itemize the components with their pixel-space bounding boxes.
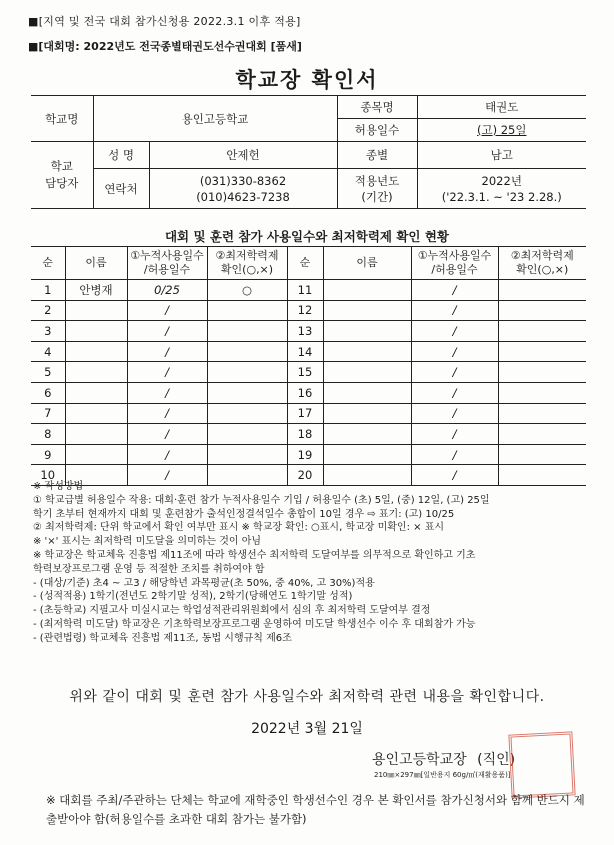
year-label-2: (기간) <box>361 189 393 204</box>
table-row <box>31 382 586 403</box>
cell-no: 15 <box>287 362 323 383</box>
cell-name: 안병재 <box>65 280 127 301</box>
phone-1: (031)330-8362 <box>199 173 287 188</box>
note-line: ① 학교급별 허용일수 작용: 대회·훈련 참가 누적사용일수 기입 / 허용일수 (초) 5일, (중) 12일, (고) 25일 <box>33 494 490 506</box>
cell-check <box>207 362 287 383</box>
participation-heading: 대회 및 훈련 참가 사용일수와 최저학력제 확인 현황 <box>164 229 450 244</box>
cell-name <box>323 300 411 321</box>
cell-name <box>323 403 411 424</box>
cell-check <box>498 341 586 362</box>
cell-no: 1 <box>31 280 65 301</box>
cell-check <box>498 300 586 321</box>
cell-days: / <box>127 403 207 424</box>
cell-days: / <box>127 321 207 342</box>
cell-name <box>323 382 411 403</box>
col-min-line-2: 확인(○,×) <box>220 263 274 276</box>
year-value-2: ('22.3.1. ~ '23 2.28.) <box>441 189 562 204</box>
cell-no: 20 <box>287 465 323 486</box>
note-line: ② 최저학력제: 단위 학교에서 확인 여부만 표시 ※ 학교장 확인: ○표시, 학교장 미확인: × 표시 <box>33 522 445 534</box>
note-line: - (초등학교) 지필고사 미실시교는 학업성적관리위원회에서 심의 후 최저학력 도달여부 결정 <box>33 605 431 617</box>
col-min <box>207 247 287 280</box>
cell-check <box>498 321 586 342</box>
cell-no: 8 <box>31 424 65 445</box>
cell-check <box>498 403 586 424</box>
name-value: 안제헌 <box>149 142 337 169</box>
cell-days: / <box>127 300 207 321</box>
table-row <box>31 300 586 321</box>
principal-name: 용인고등학교장 <box>372 752 467 768</box>
cell-days: / <box>411 424 498 445</box>
page-title: 학교장 확인서 <box>235 68 379 92</box>
col-name: 이름 <box>65 247 127 280</box>
year-value <box>417 169 586 209</box>
note-line: - (관련법령) 학교체육 진흥법 제11조, 동법 시행규칙 제6조 <box>33 632 292 644</box>
cell-name <box>323 362 411 383</box>
cell-days: / <box>411 321 498 342</box>
writing-instructions <box>33 480 593 646</box>
note-line: - (대상/기준) 초4 ~ 고3 / 해당학년 과목평균(초 50%, 중 40%, 고 30%)적용 <box>33 577 375 589</box>
cell-check <box>498 444 586 465</box>
cell-no: 18 <box>287 424 323 445</box>
school-value: 용인고등학교 <box>93 96 337 142</box>
col-no: 순 <box>31 247 65 280</box>
note-line: ※ '×' 표시는 최저학력 미도달을 의미하는 것이 아님 <box>33 536 262 548</box>
cell-name <box>65 362 127 383</box>
table-row <box>31 321 586 342</box>
phone-2: (010)4623-7238 <box>196 189 290 204</box>
cell-name <box>65 321 127 342</box>
table-row <box>31 444 586 465</box>
event-value: 태권도 <box>417 96 586 119</box>
cell-days: / <box>127 341 207 362</box>
cell-days: / <box>411 382 498 403</box>
year-label <box>337 169 417 209</box>
cell-no: 14 <box>287 341 323 362</box>
cell-days: 0/25 <box>127 280 207 301</box>
cell-check <box>498 424 586 445</box>
cell-name <box>65 444 127 465</box>
col-min-right-line-1: ②최저학력제 <box>510 249 574 262</box>
cell-no: 16 <box>287 382 323 403</box>
paper-spec: 210㎜×297㎜[일반용지 60g/㎡(재활용품)] <box>374 771 511 779</box>
cell-days: / <box>411 341 498 362</box>
table-row <box>31 424 586 445</box>
cell-check <box>498 362 586 383</box>
cell-days: / <box>411 465 498 486</box>
cell-name <box>323 280 411 301</box>
cell-no: 10 <box>31 465 65 486</box>
school-label: 학교명 <box>31 96 93 142</box>
contact-label: 연락처 <box>93 169 149 209</box>
note-line: - (최저학력 미도달) 학교장은 기초학력보장프로그램 운영하여 미도달 학생선수 이수 후 대회참가 가능 <box>33 618 476 630</box>
cell-days: / <box>127 444 207 465</box>
col-days-right-line-1: ①누적사용일수 <box>417 249 492 262</box>
cell-check <box>207 424 287 445</box>
note-line: - (성적적용) 1학기(전년도 2학기말 성적), 2학기(당해연도 1학기말 성적) <box>33 591 353 603</box>
cell-check <box>207 321 287 342</box>
note-line: 학력보장프로그램 운영 등 적절한 조치를 취하여야 함 <box>33 563 265 575</box>
col-days <box>127 247 207 280</box>
cell-name <box>65 341 127 362</box>
cell-days: / <box>411 362 498 383</box>
cell-no: 13 <box>287 321 323 342</box>
allowed-days-value: (고) 25일 <box>417 119 586 142</box>
table-row <box>31 362 586 383</box>
year-label-1: 적용년도 <box>354 173 400 188</box>
cell-name <box>323 424 411 445</box>
school-seal-stamp <box>508 731 575 798</box>
cell-check: ○ <box>207 280 287 301</box>
cell-no: 6 <box>31 382 65 403</box>
cell-days: / <box>127 362 207 383</box>
cell-check <box>207 300 287 321</box>
cell-no: 4 <box>31 341 65 362</box>
col-days-right-line-2: /허용일수 <box>431 263 478 276</box>
bottom-notice: ※ 대회를 주최/주관하는 단체는 학교에 재학중인 학생선수인 경우 본 확인서를 참가신청서와 함께 반드시 제출받아야 함(허용일수를 초과한 대회 참가는 불가함) <box>46 793 585 826</box>
table-row <box>31 403 586 424</box>
cell-name <box>323 444 411 465</box>
cell-no: 11 <box>287 280 323 301</box>
principal-signature <box>372 749 515 769</box>
col-days-line-2: /허용일수 <box>143 263 191 276</box>
cell-days: / <box>127 424 207 445</box>
col-min-line-1: ②최저학력제 <box>215 249 279 262</box>
cell-check <box>207 382 287 403</box>
table-row <box>31 280 586 301</box>
cell-check <box>498 280 586 301</box>
col-name-right: 이름 <box>323 247 411 280</box>
cell-no: 17 <box>287 403 323 424</box>
cell-no: 5 <box>31 362 65 383</box>
cell-no: 7 <box>31 403 65 424</box>
cell-name <box>65 382 127 403</box>
cell-check <box>498 382 586 403</box>
gender-label: 종별 <box>337 142 417 169</box>
event-label: 종목명 <box>337 96 417 119</box>
col-min-right <box>498 247 586 280</box>
participation-table <box>31 246 586 486</box>
table-row <box>31 341 586 362</box>
name-label: 성 명 <box>93 142 149 169</box>
cell-name <box>65 424 127 445</box>
cell-no: 12 <box>287 300 323 321</box>
cell-name <box>323 321 411 342</box>
col-days-line-1: ①누적사용일수 <box>130 249 204 262</box>
seal-mark: (직인) <box>477 752 516 768</box>
header-line-1: ■[지역 및 전국 대회 참가신청용 2022.3.1 이후 적용] <box>28 15 301 28</box>
confirmation-date: 2022년 3월 21일 <box>251 721 363 737</box>
cell-no: 2 <box>31 300 65 321</box>
cell-check <box>207 403 287 424</box>
cell-name <box>323 341 411 362</box>
manager-label: 학교 담당자 <box>31 142 93 209</box>
cell-days: / <box>411 280 498 301</box>
col-no-right: 순 <box>287 247 323 280</box>
cell-days: / <box>411 300 498 321</box>
note-line: ※ 학교장은 학교체육 진흥법 제11조에 따라 학생선수 최저학력 도달여부를 의무적으로 확인하고 기초 <box>33 549 476 561</box>
cell-days: / <box>411 444 498 465</box>
gender-value: 남고 <box>417 142 586 169</box>
cell-no: 19 <box>287 444 323 465</box>
allowed-days-label: 허용일수 <box>337 119 417 142</box>
cell-check <box>207 444 287 465</box>
cell-days: / <box>411 403 498 424</box>
year-value-1: 2022년 <box>481 173 522 188</box>
contact-value <box>149 169 337 209</box>
cell-days: / <box>127 465 207 486</box>
cell-days: / <box>127 382 207 403</box>
school-info-table <box>31 95 586 209</box>
col-min-right-line-2: 확인(○,×) <box>516 263 569 276</box>
note-line: 학기 초부터 현재까지 대회 및 훈련참가 출석인정결석일수 총합이 10일 경우 ⇨ 표기: (고) 10/25 <box>33 508 455 520</box>
note-line: ※ 작성방법 <box>33 481 84 492</box>
cell-no: 9 <box>31 444 65 465</box>
cell-name <box>65 403 127 424</box>
cell-check <box>207 341 287 362</box>
cell-name <box>65 300 127 321</box>
col-days-right <box>411 247 498 280</box>
cell-no: 3 <box>31 321 65 342</box>
header-line-2: ■[대회명: 2022년도 전국종별태권도선수권대회 [품새] <box>28 40 302 53</box>
confirmation-statement: 위와 같이 대회 및 훈련 참가 사용일수와 최저학력 관련 내용을 확인합니다. <box>69 689 545 705</box>
